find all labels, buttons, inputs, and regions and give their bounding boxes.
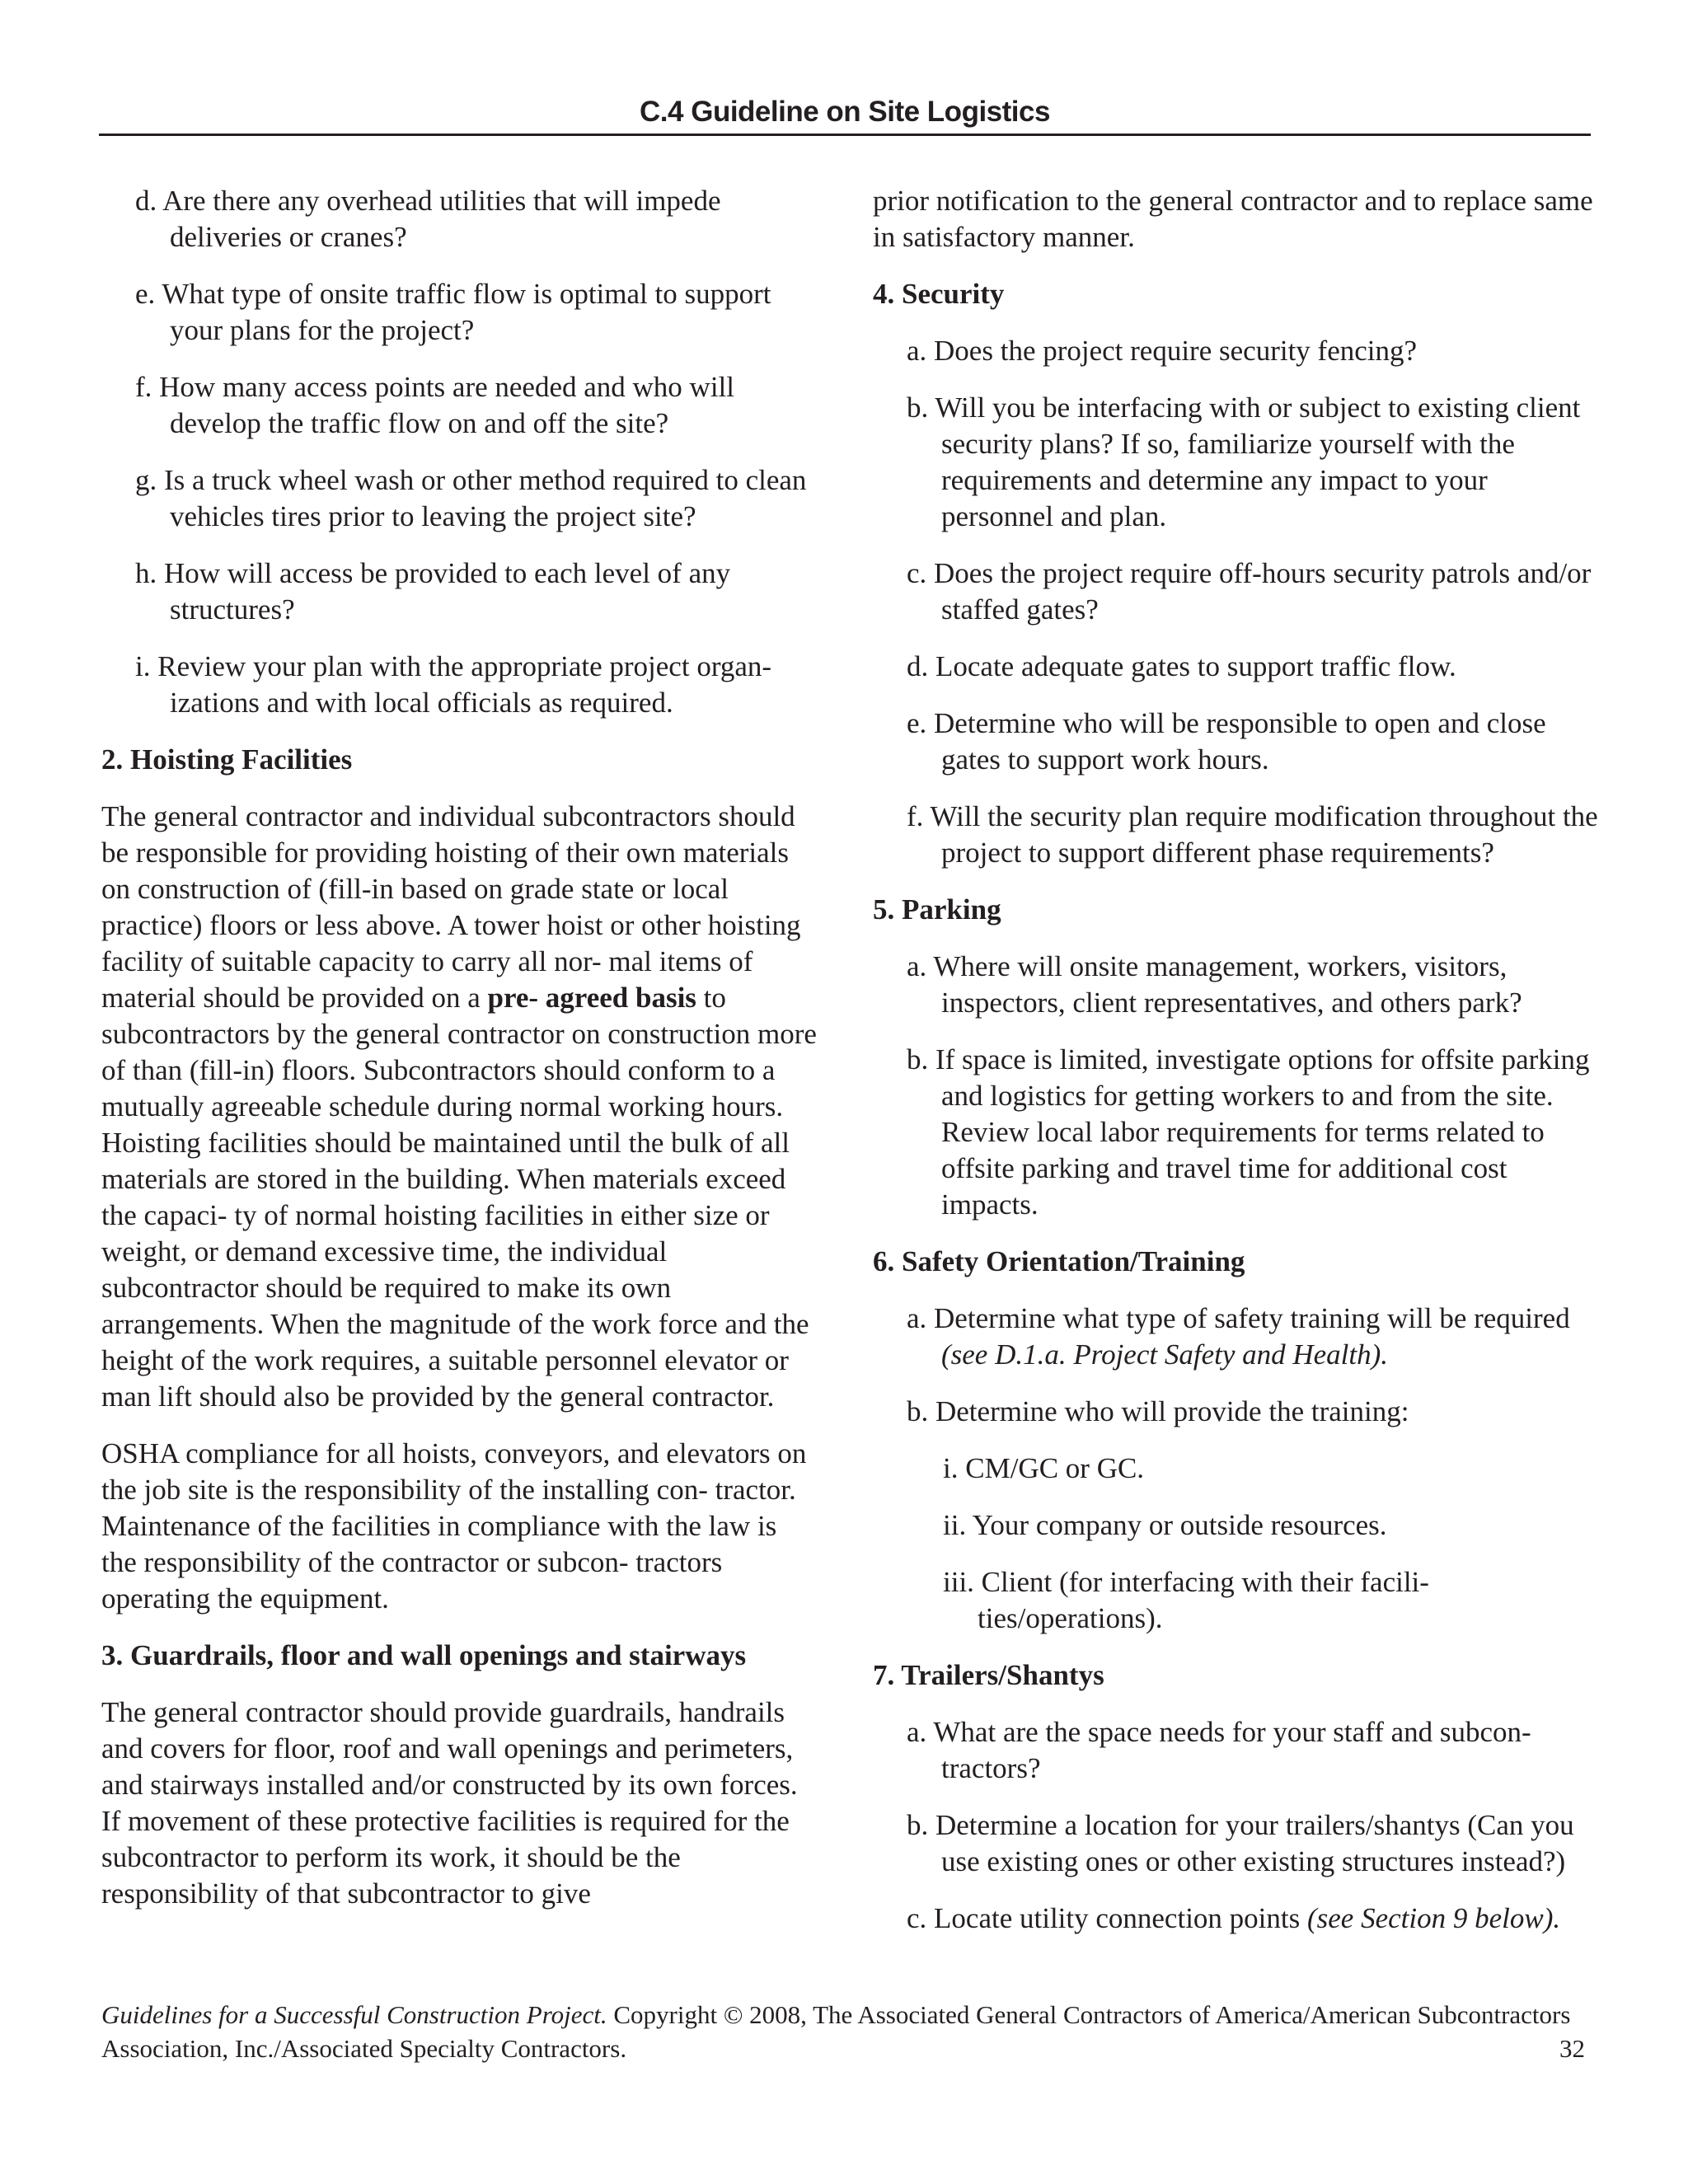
list-item: i. Review your plan with the appropriate project organ- izations and with local officials as required.: [135, 650, 772, 719]
reference-text: (see Section 9 below).: [1306, 1902, 1561, 1934]
page-header: C.4 Guideline on Site Logistics: [640, 96, 1050, 128]
list-item: b. Determine who will provide the training:: [907, 1395, 1409, 1427]
footer-copyright: Copyright © 2008, The Associated General Contractors of America/American Subcontractors Association, Inc./Associated Specialty Contractors.: [101, 2000, 1571, 2063]
list-item: f. Will the security plan require modification throughout the project to support different phase requirements?: [907, 800, 1598, 869]
text-run: to subcontractors by the general contractor on construction more of than (fill-in) floors. Subcontractors should conform to a mutually agreeable schedule during normal working hours. Hoisting facilities should be maintained until the bulk of all materials are stored in the building. When materials exceed the capaci- ty of normal hoisting facilities in either size or weight, or demand excessive time, the individual subcontractor should be required to make its own arrangements. When the magnitude of the work force and the height of the work requires, a suitable personnel elevator or man lift should also be provided by the general contractor.: [101, 982, 817, 1413]
sub-list-item: iii. Client (for interfacing with their facili- ties/operations).: [943, 1566, 1429, 1634]
list-item: a. Does the project require security fencing?: [907, 335, 1418, 367]
list-item: b. Determine a location for your trailers/shantys (Can you use existing ones or other existing structures instead?): [907, 1809, 1574, 1877]
section-heading-guardrails: 3. Guardrails, floor and wall openings and stairways: [101, 1639, 747, 1671]
list-item: d. Locate adequate gates to support traffic flow.: [907, 650, 1456, 682]
paragraph-hoisting: [101, 799, 818, 1415]
list-item: b. If space is limited, investigate options for offsite parking and logistics for getting workers to and from the site. Review local labor requirements for terms related to offsite parking and travel time for additional cost impacts.: [907, 1043, 1590, 1221]
bold-text: pre- agreed basis: [487, 982, 696, 1014]
text-run: a. Determine what type of safety training will be required: [907, 1302, 1570, 1334]
list-item: c. Does the project require off-hours security patrols and/or staffed gates?: [907, 557, 1592, 626]
section-heading-security: 4. Security: [873, 278, 1005, 310]
section-heading-trailers: 7. Trailers/Shantys: [873, 1659, 1104, 1691]
footer-book-title: Guidelines for a Successful Construction Project.: [101, 2000, 607, 2029]
list-item: a. What are the space needs for your staff and subcon- tractors?: [907, 1716, 1531, 1784]
paragraph-continuation: prior notification to the general contractor and to replace same in satisfactory manner.: [873, 185, 1593, 253]
reference-text: (see D.1.a. Project Safety and Health).: [941, 1338, 1389, 1371]
list-item: h. How will access be provided to each level of any structures?: [135, 557, 731, 626]
right-column: [873, 183, 1598, 1957]
text-run: c. Locate utility connection points: [907, 1902, 1307, 1934]
section-heading-hoisting: 2. Hoisting Facilities: [101, 743, 353, 776]
paragraph-guardrails: The general contractor should provide guardrails, handrails and covers for floor, roof and wall openings and perimeters, and stairways installed and/or constructed by its own forces. If movement of these protective facilities is required for the subcontractor to perform its work, it should be the responsibility of that subcontractor to give: [101, 1696, 798, 1910]
section-heading-parking: 5. Parking: [873, 893, 1001, 926]
list-item: f. How many access points are needed and who will develop the traffic flow on and off the site?: [135, 371, 735, 439]
page-number: 32: [1559, 2034, 1585, 2063]
header-rule: [99, 134, 1591, 136]
left-column: [101, 183, 818, 1933]
list-item: [873, 1301, 1598, 1373]
sub-list-item: ii. Your company or outside resources.: [943, 1509, 1387, 1541]
list-item: e. What type of onsite traffic flow is optimal to support your plans for the project?: [135, 278, 771, 346]
sub-list-item: i. CM/GC or GC.: [943, 1452, 1145, 1484]
list-item: e. Determine who will be responsible to open and close gates to support work hours.: [907, 707, 1546, 776]
footer: [101, 1998, 1593, 2065]
list-item: b. Will you be interfacing with or subject to existing client security plans? If so, familiarize yourself with the requirements and determine any impact to your personnel and plan.: [907, 391, 1581, 532]
text-run: The general contractor and individual subcontractors should be responsible for providing hoisting of their own materials on construction of (fill-in based on grade state or local practice) floors or less above. A tower hoist or other hoisting facility of suitable capacity to carry all nor- mal items of material should be provided on a: [101, 800, 801, 1014]
list-item: g. Is a truck wheel wash or other method required to clean vehicles tires prior to leaving the project site?: [135, 464, 807, 532]
list-item: [873, 1900, 1598, 1937]
section-heading-safety: 6. Safety Orientation/Training: [873, 1245, 1245, 1277]
list-item: d. Are there any overhead utilities that will impede deliveries or cranes?: [135, 185, 721, 253]
paragraph-osha: OSHA compliance for all hoists, conveyors, and elevators on the job site is the responsibility of the installing con- tractor. Maintenance of the facilities in compliance with the law is the responsibility of the contractor or subcon- tractors operating the equipment.: [101, 1437, 807, 1615]
list-item: a. Where will onsite management, workers, visitors, inspectors, client representatives, and others park?: [907, 950, 1522, 1019]
